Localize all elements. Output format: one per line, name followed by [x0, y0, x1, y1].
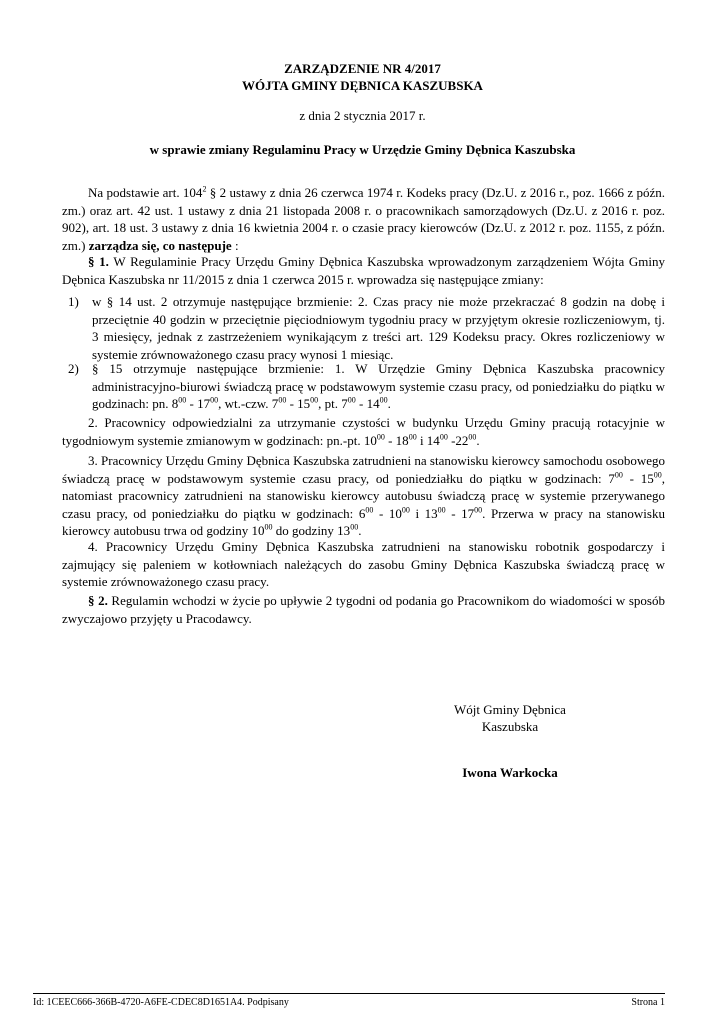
list-item-number: 2)	[68, 361, 79, 376]
document-issuer: WÓJTA GMINY DĘBNICA KASZUBSKA	[242, 78, 483, 93]
list-item	[68, 360, 665, 413]
text-run: i 13	[409, 505, 438, 521]
intro-bold: zarządza się, co następuje	[88, 237, 232, 253]
superscript: 00	[653, 470, 662, 480]
text-run: , wt.-czw. 7	[218, 396, 279, 411]
superscript: 00	[310, 395, 319, 405]
paragraph-maintenance-workers: 4. Pracownicy Urzędu Gminy Dębnica Kaszubska zatrudnieni na stanowisku robotnik gospodarczy i zajmujący się paleniem w kotłowniach należących do zasobu Gminy Dębnica Kaszubska świadczą pracę w systemie zrównoważonego czasu pracy.	[62, 539, 665, 589]
list-item-text: w § 14 ust. 2 otrzymuje następujące brzmienie: 2. Czas pracy nie może przekraczać 8 godzin na dobę i przeciętnie 40 godzin w przeciętnie pięciodniowym tygodniu pracy w przyjętym okresie rozliczeniowym, tj. 3 miesięcy, jednak z zastrzeżeniem wynikającym z treści art. 129 Kodeksu pracy. Okres rozliczeniowy w systemie zrównoważonego czasu pracy wynosi 1 miesiąc.	[92, 294, 665, 362]
text-run: - 14	[355, 396, 380, 411]
section-1-paragraph	[62, 253, 665, 288]
superscript: 00	[408, 432, 417, 442]
intro-text-b: § 2 ustawy z dnia 26 czerwca 1974 r. Kodeks pracy (Dz.U. z 2016 r., poz. 1666 z późn. zm.) oraz art. 42 ust. 1 ustawy z dnia 21 listopada 2008 r. o pracownikach samorządowych (Dz.U. z 2016 r. poz. 902), art. 18 ust. 3 ustawy z dnia 16 kwietnia 2004 r. o czasie pracy kierowców (Dz.U. z 2012 r. poz. 1155, z późn. zm.)	[62, 185, 665, 253]
footer-divider	[33, 993, 665, 994]
text-run: - 17	[445, 505, 475, 521]
superscript: 00	[178, 395, 187, 405]
intro-paragraph	[62, 184, 665, 254]
paragraph-drivers	[62, 452, 665, 540]
document-date: z dnia 2 stycznia 2017 r.	[299, 108, 426, 123]
paragraph-cleaning-staff	[62, 414, 665, 449]
document-subject: w sprawie zmiany Regulaminu Pracy w Urzędzie Gminy Dębnica Kaszubska	[149, 142, 576, 157]
list-item-number: 1)	[68, 294, 79, 309]
section-1-text: W Regulaminie Pracy Urzędu Gminy Dębnica Kaszubska wprowadzonym zarządzeniem Wójta Gminy Dębnica Kaszubska nr 11/2015 z dnia 1 czerwca 2015 r. wprowadza się następujące zmiany:	[62, 254, 666, 287]
superscript: 00	[376, 432, 385, 442]
signer-name: Iwona Warkocka	[462, 765, 558, 780]
list-item	[68, 293, 665, 363]
intro-text-a: Na podstawie art. 104	[88, 185, 203, 200]
text-run: - 15	[622, 470, 654, 486]
signer-title	[430, 701, 590, 735]
signer-title-line2: Kaszubska	[481, 719, 539, 734]
superscript: 00	[468, 432, 477, 442]
section-2-text: Regulamin wchodzi w życie po upływie 2 tygodni od podania go Pracownikom do wiadomości w sposób zwyczajowo przyjęty u Pracodawcy.	[62, 593, 665, 626]
superscript: 00	[264, 522, 273, 532]
text-run: - 18	[384, 432, 409, 448]
superscript: 00	[210, 395, 219, 405]
footer-document-id: Id: 1CEEC666-366B-4720-A6FE-CDEC8D1651A4. Podpisany	[33, 997, 289, 1008]
superscript: 00	[401, 505, 410, 515]
superscript: 00	[437, 505, 446, 515]
text-run: . Przerwa w pracy na stanowisku kierowcy autobusu trwa od godziny 10	[62, 505, 665, 538]
superscript: 00	[278, 395, 287, 405]
superscript: 00	[439, 432, 448, 442]
footer-page-number: Strona 1	[631, 997, 665, 1008]
superscript: 00	[347, 395, 356, 405]
text-run: § 15 otrzymuje następujące brzmienie: 1. W Urzędzie Gminy Dębnica Kaszubska pracownicy administracyjno-biurowi świadczą pracę w podstawowym systemie czasu pracy, od poniedziałku do piątku w godzinach: pn. 8	[92, 361, 665, 411]
text-run: - 15	[286, 396, 311, 411]
text-run: 3. Pracownicy Urzędu Gminy Dębnica Kaszubska zatrudnieni na stanowisku kierowcy samochodu osobowego świadczą pracę w podstawowym systemie czasu pracy, od poniedziałku do piątku w godzinach: 7	[62, 453, 665, 486]
text-run: i 14	[416, 432, 440, 448]
superscript: 00	[365, 505, 374, 515]
text-run: - 10	[373, 505, 402, 521]
superscript: 00	[350, 522, 359, 532]
section-1-mark: § 1.	[88, 254, 109, 269]
list-item-text	[92, 360, 665, 413]
text-run: 2. Pracownicy odpowiedzialni za utrzymanie czystości w budynku Urzędu Gminy pracują rotacyjnie w tygodniowym systemie zmianowym w godzinach: pn.-pt. 10	[62, 415, 665, 448]
document-title: ZARZĄDZENIE NR 4/2017	[284, 61, 441, 76]
superscript: 00	[379, 395, 388, 405]
section-2-paragraph	[62, 592, 665, 627]
section-2-mark: § 2.	[88, 593, 108, 608]
text-run: , pt. 7	[318, 396, 348, 411]
text-run: .	[476, 432, 480, 448]
text-run: -22	[447, 432, 469, 448]
superscript: 00	[614, 470, 623, 480]
text-run: do godziny 13	[272, 523, 351, 538]
text-run: , natomiast pracownicy zatrudnieni na stanowisku kierowcy autobusu świadczą pracę w systemie przerywanego czasu pracy, od poniedziałku do piątku w godzinach: 6	[62, 470, 665, 521]
signer-title-line1: Wójt Gminy Dębnica	[454, 702, 566, 717]
text-run: .	[387, 396, 391, 411]
intro-end: :	[231, 237, 239, 253]
intro-superscript: 2	[202, 184, 207, 194]
text-run: .	[358, 523, 362, 538]
text-run: - 17	[186, 396, 211, 411]
superscript: 00	[474, 505, 483, 515]
